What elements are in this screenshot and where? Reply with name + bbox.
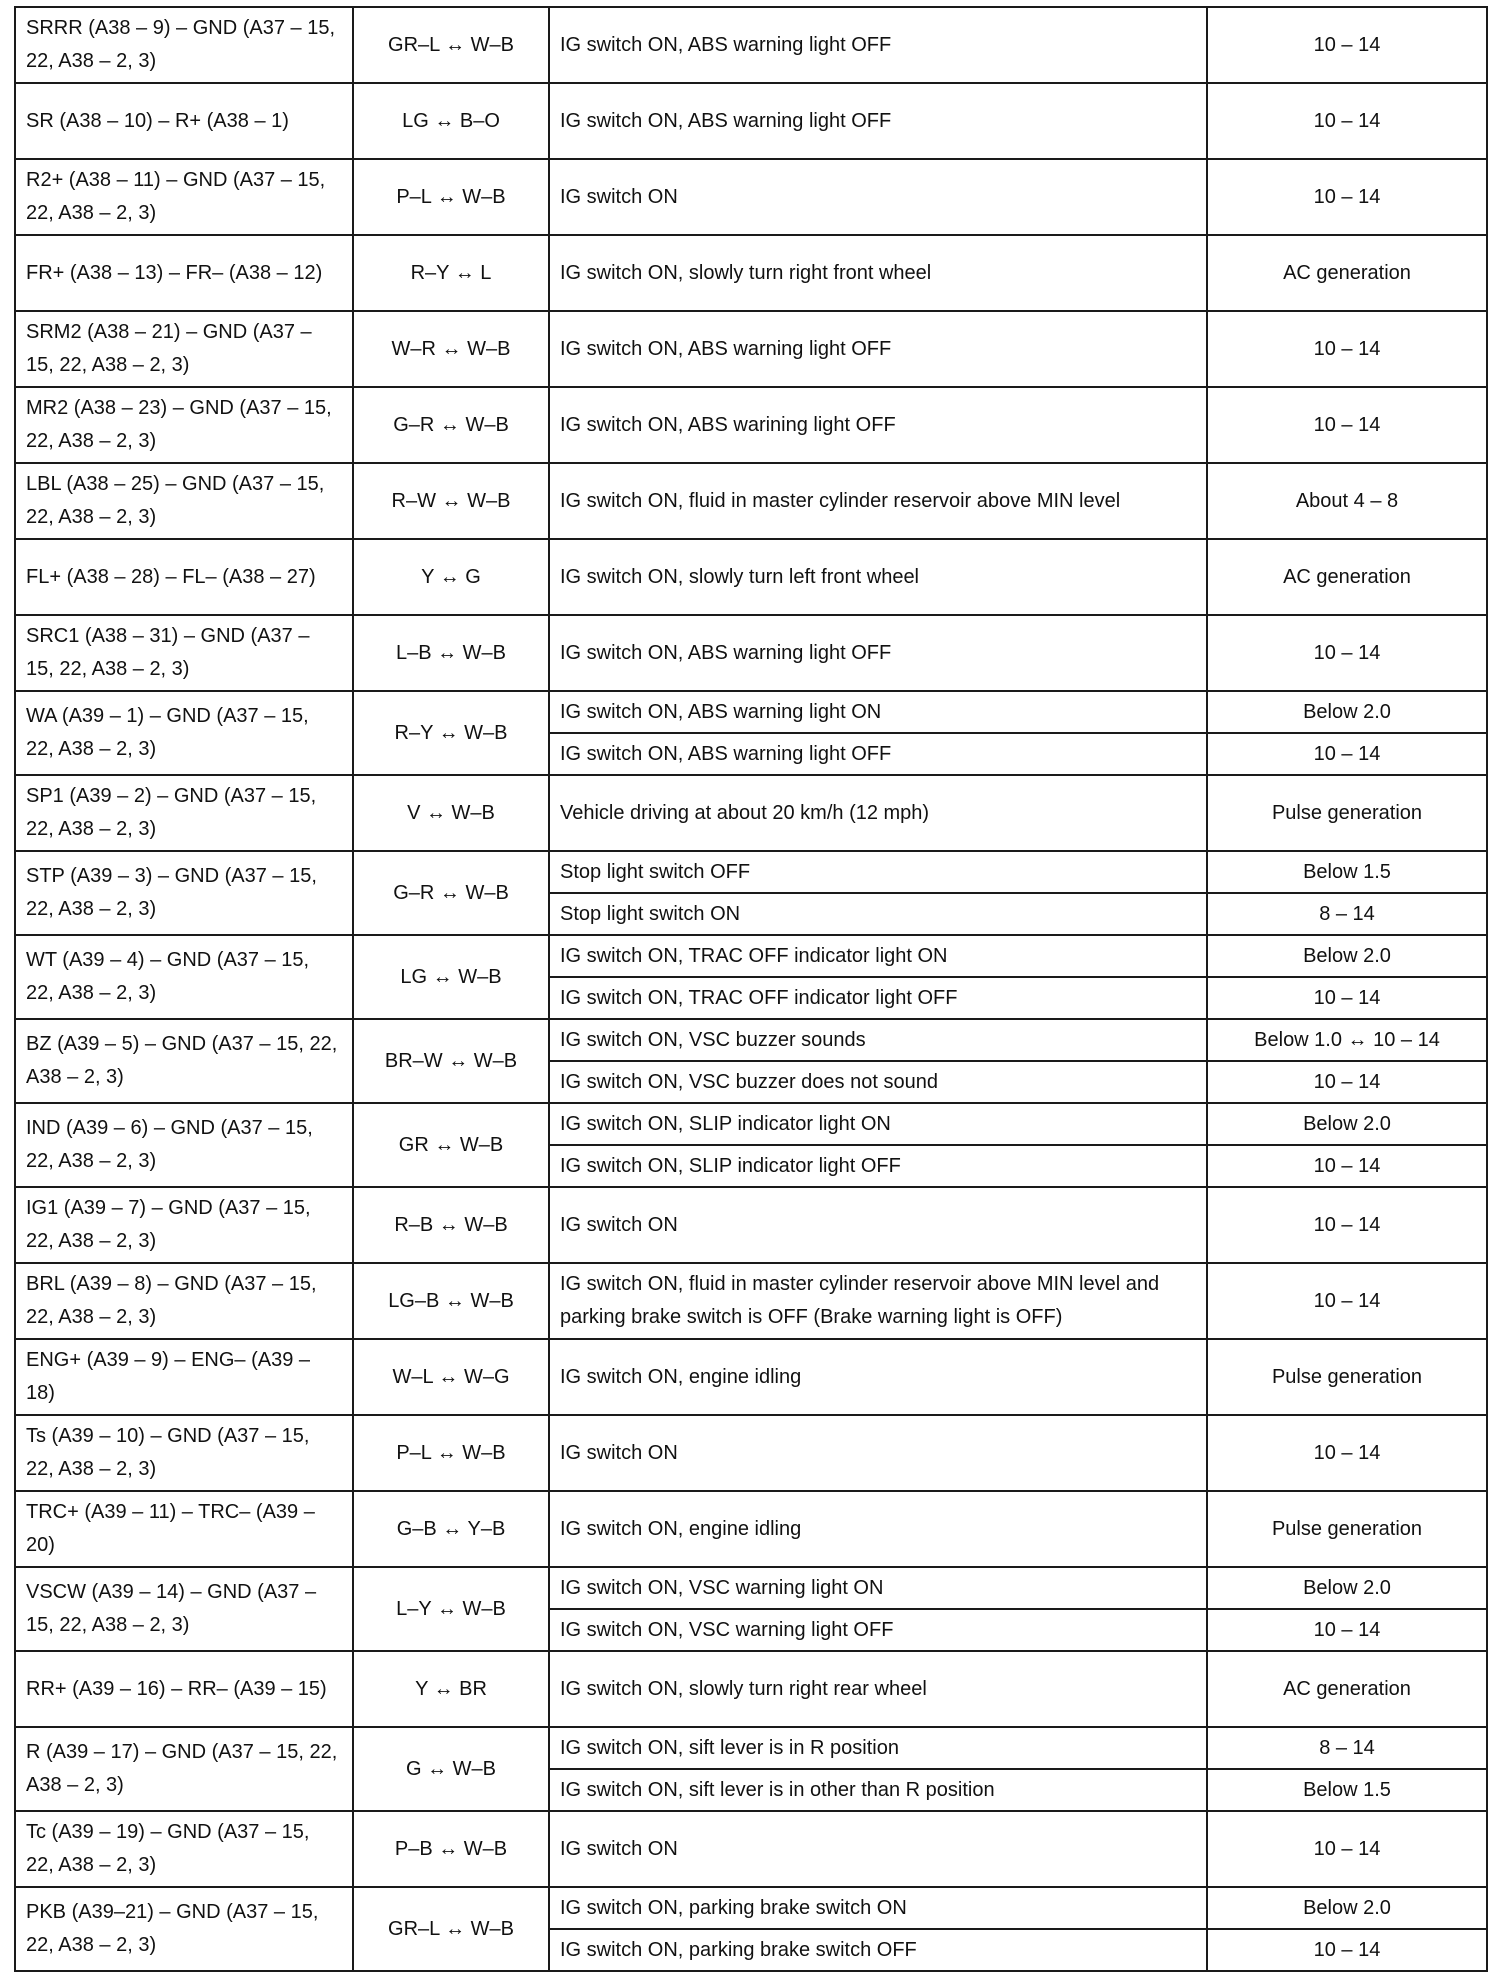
condition-cell: IG switch ON, slowly turn right front wheel (549, 235, 1207, 311)
table-row (15, 1567, 1487, 1609)
wiring-color-cell: GR ↔ W–B (353, 1103, 549, 1187)
specified-condition-cell: 10 – 14 (1207, 7, 1487, 83)
wiring-color-cell: R–Y ↔ W–B (353, 691, 549, 775)
specified-condition-cell: Below 2.0 (1207, 691, 1487, 733)
terminal-cell: SRC1 (A38 – 31) – GND (A37 – 15, 22, A38 – 2, 3) (15, 615, 353, 691)
condition-cell: IG switch ON, sift lever is in R position (549, 1727, 1207, 1769)
specified-condition-cell: 8 – 14 (1207, 893, 1487, 935)
table-row (15, 851, 1487, 893)
table-row (15, 1263, 1487, 1339)
table-row (15, 1019, 1487, 1061)
table-row (15, 387, 1487, 463)
wiring-color-cell: GR–L ↔ W–B (353, 1887, 549, 1971)
terminal-cell: STP (A39 – 3) – GND (A37 – 15, 22, A38 – 2, 3) (15, 851, 353, 935)
specified-condition-cell: Below 2.0 (1207, 935, 1487, 977)
wiring-color-cell: G–R ↔ W–B (353, 851, 549, 935)
condition-cell: IG switch ON, TRAC OFF indicator light ON (549, 935, 1207, 977)
table-row (15, 615, 1487, 691)
wiring-color-cell: G–B ↔ Y–B (353, 1491, 549, 1567)
terminal-cell: IND (A39 – 6) – GND (A37 – 15, 22, A38 – 2, 3) (15, 1103, 353, 1187)
specified-condition-cell: 10 – 14 (1207, 159, 1487, 235)
wiring-color-cell: LG ↔ W–B (353, 935, 549, 1019)
specified-condition-cell: Pulse generation (1207, 775, 1487, 851)
terminal-cell: PKB (A39–21) – GND (A37 – 15, 22, A38 – 2, 3) (15, 1887, 353, 1971)
condition-cell: IG switch ON, fluid in master cylinder reservoir above MIN level and parking brake switch is OFF (Brake warning light is OFF) (549, 1263, 1207, 1339)
terminal-cell: WT (A39 – 4) – GND (A37 – 15, 22, A38 – 2, 3) (15, 935, 353, 1019)
table-row (15, 1415, 1487, 1491)
specified-condition-cell: 10 – 14 (1207, 1187, 1487, 1263)
table-row (15, 775, 1487, 851)
specified-condition-cell: 10 – 14 (1207, 1415, 1487, 1491)
terminal-cell: SR (A38 – 10) – R+ (A38 – 1) (15, 83, 353, 159)
wiring-color-cell: GR–L ↔ W–B (353, 7, 549, 83)
specified-condition-cell: Below 2.0 (1207, 1103, 1487, 1145)
condition-cell: Vehicle driving at about 20 km/h (12 mph) (549, 775, 1207, 851)
condition-cell: IG switch ON, parking brake switch OFF (549, 1929, 1207, 1971)
specified-condition-cell: 10 – 14 (1207, 977, 1487, 1019)
terminal-cell: FR+ (A38 – 13) – FR– (A38 – 12) (15, 235, 353, 311)
table-row (15, 311, 1487, 387)
specified-condition-cell: 10 – 14 (1207, 1061, 1487, 1103)
terminal-cell: R2+ (A38 – 11) – GND (A37 – 15, 22, A38 – 2, 3) (15, 159, 353, 235)
terminal-cell: FL+ (A38 – 28) – FL– (A38 – 27) (15, 539, 353, 615)
wiring-color-cell: LG–B ↔ W–B (353, 1263, 549, 1339)
specified-condition-cell: AC generation (1207, 539, 1487, 615)
condition-cell: Stop light switch ON (549, 893, 1207, 935)
specified-condition-cell: Below 2.0 (1207, 1567, 1487, 1609)
wiring-color-cell: V ↔ W–B (353, 775, 549, 851)
terminal-check-table-page (14, 6, 1486, 1972)
terminal-cell: Ts (A39 – 10) – GND (A37 – 15, 22, A38 – 2, 3) (15, 1415, 353, 1491)
condition-cell: IG switch ON, ABS warning light OFF (549, 733, 1207, 775)
terminal-cell: SP1 (A39 – 2) – GND (A37 – 15, 22, A38 – 2, 3) (15, 775, 353, 851)
condition-cell: IG switch ON, sift lever is in other than R position (549, 1769, 1207, 1811)
terminal-cell: SRM2 (A38 – 21) – GND (A37 – 15, 22, A38 – 2, 3) (15, 311, 353, 387)
condition-cell: IG switch ON, ABS warning light OFF (549, 7, 1207, 83)
condition-cell: IG switch ON, VSC warning light ON (549, 1567, 1207, 1609)
table-row (15, 1887, 1487, 1929)
specified-condition-cell: Below 1.0 ↔ 10 – 14 (1207, 1019, 1487, 1061)
table-row (15, 935, 1487, 977)
terminal-cell: BZ (A39 – 5) – GND (A37 – 15, 22, A38 – 2, 3) (15, 1019, 353, 1103)
terminal-cell: ENG+ (A39 – 9) – ENG– (A39 – 18) (15, 1339, 353, 1415)
condition-cell: IG switch ON (549, 1811, 1207, 1887)
wiring-color-cell: W–R ↔ W–B (353, 311, 549, 387)
condition-cell: IG switch ON, VSC warning light OFF (549, 1609, 1207, 1651)
specified-condition-cell: Below 1.5 (1207, 851, 1487, 893)
condition-cell: IG switch ON, slowly turn right rear wheel (549, 1651, 1207, 1727)
wiring-color-cell: R–Y ↔ L (353, 235, 549, 311)
terminal-cell: MR2 (A38 – 23) – GND (A37 – 15, 22, A38 – 2, 3) (15, 387, 353, 463)
specified-condition-cell: 10 – 14 (1207, 1811, 1487, 1887)
specified-condition-cell: 10 – 14 (1207, 1929, 1487, 1971)
wiring-color-cell: P–B ↔ W–B (353, 1811, 549, 1887)
table-row (15, 1187, 1487, 1263)
condition-cell: IG switch ON (549, 1415, 1207, 1491)
specified-condition-cell: 10 – 14 (1207, 615, 1487, 691)
table-row (15, 463, 1487, 539)
wiring-color-cell: P–L ↔ W–B (353, 159, 549, 235)
specified-condition-cell: AC generation (1207, 1651, 1487, 1727)
terminal-cell: Tc (A39 – 19) – GND (A37 – 15, 22, A38 – 2, 3) (15, 1811, 353, 1887)
condition-cell: IG switch ON, ABS warining light OFF (549, 387, 1207, 463)
table-row (15, 159, 1487, 235)
wiring-color-cell: R–W ↔ W–B (353, 463, 549, 539)
condition-cell: IG switch ON (549, 159, 1207, 235)
condition-cell: IG switch ON, engine idling (549, 1491, 1207, 1567)
wiring-color-cell: BR–W ↔ W–B (353, 1019, 549, 1103)
table-row (15, 83, 1487, 159)
specified-condition-cell: 10 – 14 (1207, 311, 1487, 387)
wiring-color-cell: G ↔ W–B (353, 1727, 549, 1811)
condition-cell: IG switch ON, fluid in master cylinder reservoir above MIN level (549, 463, 1207, 539)
wiring-color-cell: Y ↔ BR (353, 1651, 549, 1727)
wiring-color-cell: G–R ↔ W–B (353, 387, 549, 463)
table-row (15, 1491, 1487, 1567)
table-row (15, 539, 1487, 615)
specified-condition-cell: 10 – 14 (1207, 733, 1487, 775)
specified-condition-cell: Below 2.0 (1207, 1887, 1487, 1929)
terminal-cell: RR+ (A39 – 16) – RR– (A39 – 15) (15, 1651, 353, 1727)
table-row (15, 7, 1487, 83)
condition-cell: IG switch ON, ABS warning light ON (549, 691, 1207, 733)
condition-cell: Stop light switch OFF (549, 851, 1207, 893)
specified-condition-cell: AC generation (1207, 235, 1487, 311)
condition-cell: IG switch ON, VSC buzzer does not sound (549, 1061, 1207, 1103)
terminal-cell: TRC+ (A39 – 11) – TRC– (A39 – 20) (15, 1491, 353, 1567)
table-row (15, 1103, 1487, 1145)
wiring-color-cell: L–B ↔ W–B (353, 615, 549, 691)
condition-cell: IG switch ON, TRAC OFF indicator light OFF (549, 977, 1207, 1019)
wiring-color-cell: LG ↔ B–O (353, 83, 549, 159)
specified-condition-cell: 10 – 14 (1207, 1609, 1487, 1651)
table-row (15, 1727, 1487, 1769)
terminal-cell: R (A39 – 17) – GND (A37 – 15, 22, A38 – 2, 3) (15, 1727, 353, 1811)
condition-cell: IG switch ON, ABS warning light OFF (549, 83, 1207, 159)
table-row (15, 1651, 1487, 1727)
condition-cell: IG switch ON, SLIP indicator light OFF (549, 1145, 1207, 1187)
table-row (15, 1811, 1487, 1887)
wiring-color-cell: L–Y ↔ W–B (353, 1567, 549, 1651)
condition-cell: IG switch ON, engine idling (549, 1339, 1207, 1415)
terminal-cell: LBL (A38 – 25) – GND (A37 – 15, 22, A38 – 2, 3) (15, 463, 353, 539)
specified-condition-cell: 10 – 14 (1207, 387, 1487, 463)
terminal-cell: VSCW (A39 – 14) – GND (A37 – 15, 22, A38 – 2, 3) (15, 1567, 353, 1651)
specified-condition-cell: 8 – 14 (1207, 1727, 1487, 1769)
terminal-cell: WA (A39 – 1) – GND (A37 – 15, 22, A38 – 2, 3) (15, 691, 353, 775)
table-row (15, 1339, 1487, 1415)
terminal-voltage-table (14, 6, 1488, 1972)
table-row (15, 235, 1487, 311)
condition-cell: IG switch ON, SLIP indicator light ON (549, 1103, 1207, 1145)
specified-condition-cell: 10 – 14 (1207, 1263, 1487, 1339)
wiring-color-cell: Y ↔ G (353, 539, 549, 615)
condition-cell: IG switch ON, ABS warning light OFF (549, 615, 1207, 691)
condition-cell: IG switch ON, parking brake switch ON (549, 1887, 1207, 1929)
wiring-color-cell: W–L ↔ W–G (353, 1339, 549, 1415)
specified-condition-cell: About 4 – 8 (1207, 463, 1487, 539)
condition-cell: IG switch ON, VSC buzzer sounds (549, 1019, 1207, 1061)
terminal-cell: BRL (A39 – 8) – GND (A37 – 15, 22, A38 – 2, 3) (15, 1263, 353, 1339)
specified-condition-cell: Pulse generation (1207, 1491, 1487, 1567)
condition-cell: IG switch ON, ABS warning light OFF (549, 311, 1207, 387)
specified-condition-cell: Below 1.5 (1207, 1769, 1487, 1811)
specified-condition-cell: Pulse generation (1207, 1339, 1487, 1415)
condition-cell: IG switch ON, slowly turn left front wheel (549, 539, 1207, 615)
terminal-cell: SRRR (A38 – 9) – GND (A37 – 15, 22, A38 – 2, 3) (15, 7, 353, 83)
wiring-color-cell: P–L ↔ W–B (353, 1415, 549, 1491)
wiring-color-cell: R–B ↔ W–B (353, 1187, 549, 1263)
specified-condition-cell: 10 – 14 (1207, 83, 1487, 159)
terminal-cell: IG1 (A39 – 7) – GND (A37 – 15, 22, A38 – 2, 3) (15, 1187, 353, 1263)
table-body (15, 7, 1487, 1971)
table-row (15, 691, 1487, 733)
specified-condition-cell: 10 – 14 (1207, 1145, 1487, 1187)
condition-cell: IG switch ON (549, 1187, 1207, 1263)
